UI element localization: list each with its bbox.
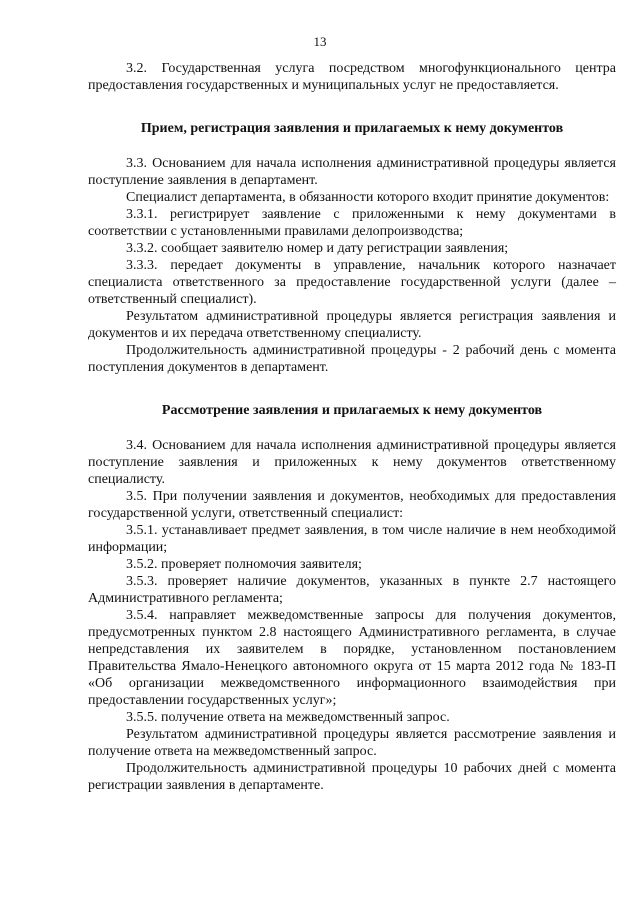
document-body: [88, 60, 616, 794]
paragraph-specialist: Специалист департамента, в обязанности которого входит принятие документов:: [126, 190, 610, 205]
paragraph-3-3: 3.3. Основанием для начала исполнения административной процедуры является поступление заявления в департамент.: [88, 156, 616, 188]
paragraph-result-2: Результатом административной процедуры является рассмотрение заявления и получение ответа на межведомственный запрос.: [88, 727, 616, 759]
paragraph-duration-1: Продолжительность административной процедуры - 2 рабочий день с момента поступления документов в департамент.: [88, 343, 616, 375]
paragraph-3-3-1: 3.3.1. регистрирует заявление с приложенными к нему документами в соответствии с установленными правилами делопроизводства;: [88, 207, 616, 239]
paragraph-3-5-2: 3.5.2. проверяет полномочия заявителя;: [126, 557, 362, 572]
paragraph-3-2: 3.2. Государственная услуга посредством многофункционального центра предоставления государственных и муниципальных услуг не предоставляется.: [88, 61, 616, 93]
paragraph-3-5-4: 3.5.4. направляет межведомственные запросы для получения документов, предусмотренных пунктом 2.8 настоящего Административного регламента, в случае непредставления их заявителем в порядке, установленном постановлением Правительства Ямало-Ненецкого автономного округа от 15 марта 2012 года № 183-П «Об организации межведомственного информационного взаимодействия при предоставлении государственных услуг»;: [88, 608, 616, 708]
paragraph-result-1: Результатом административной процедуры является регистрация заявления и документов и их передача ответственному специалисту.: [88, 309, 616, 341]
paragraph-3-3-3: 3.3.3. передает документы в управление, начальник которого назначает специалиста ответственного за предоставление государственной услуги (далее – ответственный специалист).: [88, 258, 616, 307]
paragraph-duration-2: Продолжительность административной процедуры 10 рабочих дней с момента регистрации заявления в департаменте.: [88, 761, 616, 793]
paragraph-3-5-5: 3.5.5. получение ответа на межведомственный запрос.: [126, 710, 450, 725]
paragraph-3-5: 3.5. При получении заявления и документов, необходимых для предоставления государственной услуги, ответственный специалист:: [88, 489, 616, 521]
paragraph-3-4: 3.4. Основанием для начала исполнения административной процедуры является поступление заявления и приложенных к нему документов ответственному специалисту.: [88, 438, 616, 487]
section-heading-review: Рассмотрение заявления и прилагаемых к нему документов: [161, 403, 543, 418]
paragraph-3-3-2: 3.3.2. сообщает заявителю номер и дату регистрации заявления;: [126, 241, 509, 256]
page-number: 13: [313, 34, 327, 49]
paragraph-3-5-3: 3.5.3. проверяет наличие документов, указанных в пункте 2.7 настоящего Административного регламента;: [88, 574, 616, 606]
section-heading-registration: Прием, регистрация заявления и прилагаемых к нему документов: [140, 121, 564, 136]
paragraph-3-5-1: 3.5.1. устанавливает предмет заявления, в том числе наличие в нем необходимой информации;: [88, 523, 616, 555]
